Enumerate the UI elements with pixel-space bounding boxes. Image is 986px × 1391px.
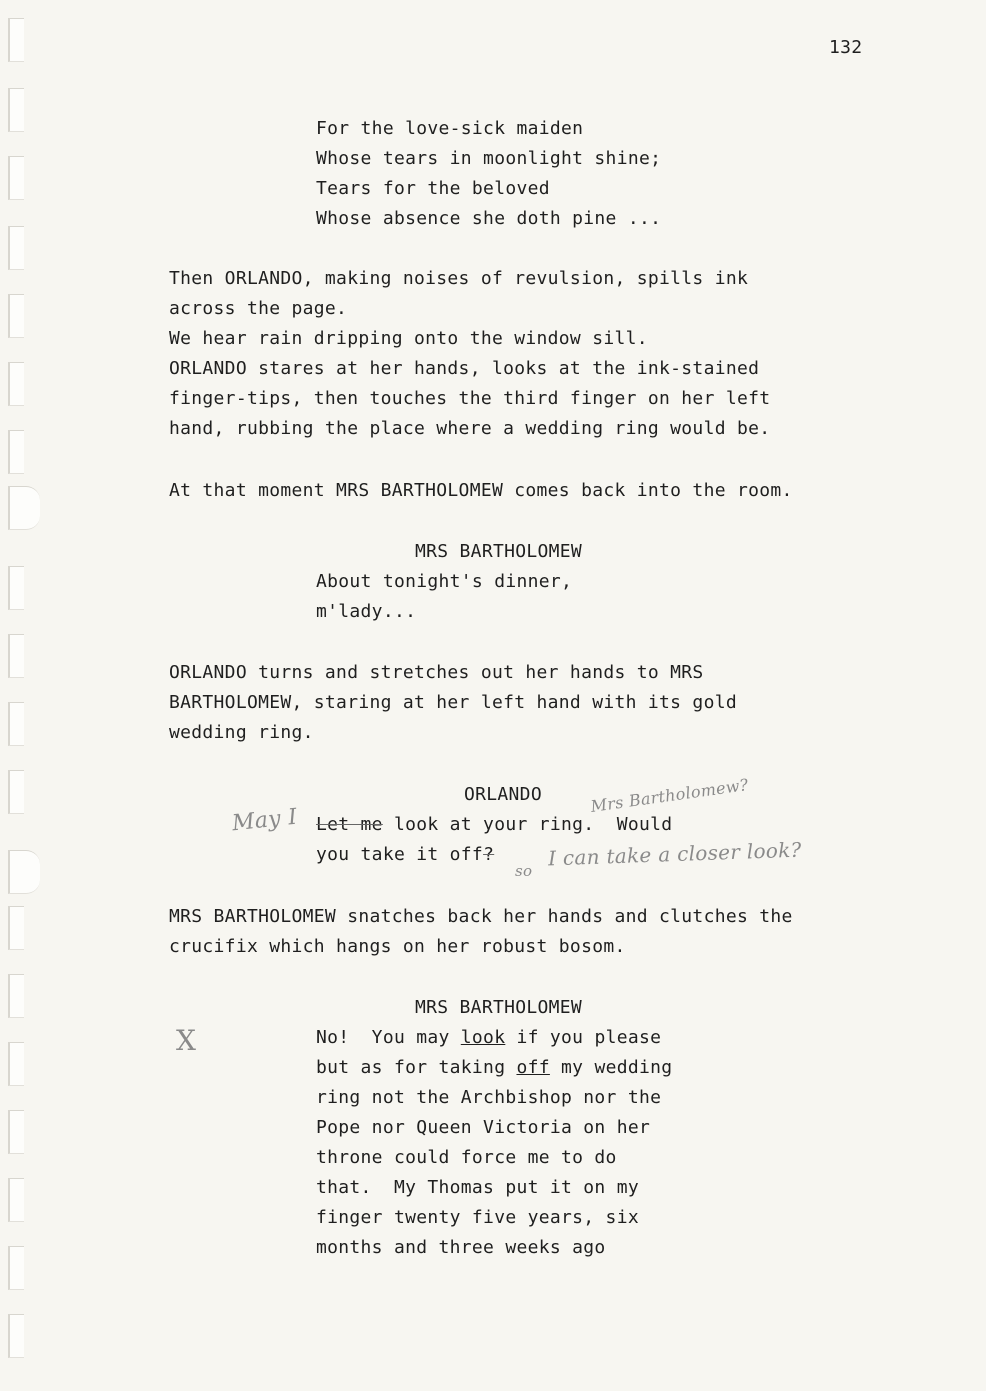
action-line: hand, rubbing the place where a wedding ring would be. <box>169 418 771 439</box>
punch-hole <box>8 974 24 1018</box>
dialogue-text: No! You may <box>316 1027 461 1048</box>
dialogue-line: throne could force me to do <box>316 1147 617 1168</box>
action-line: At that moment MRS BARTHOLOMEW comes back into the room. <box>169 480 793 501</box>
action-line: finger-tips, then touches the third finger on her left <box>169 388 771 409</box>
struck-text: ? <box>483 844 495 865</box>
handwritten-insert-may-i: May I <box>230 804 299 837</box>
punch-hole <box>8 226 24 270</box>
page-number: 132 <box>829 37 863 58</box>
punch-hole <box>8 18 24 62</box>
dialogue-line: months and three weeks ago <box>316 1237 606 1258</box>
punch-hole <box>8 362 24 406</box>
punch-hole <box>8 294 24 338</box>
dialogue-line: finger twenty five years, six <box>316 1207 639 1228</box>
action-line: ORLANDO turns and stretches out her hands to MRS <box>169 662 704 683</box>
handwritten-insert-so: so <box>515 862 533 880</box>
underlined-text: look <box>460 1027 506 1048</box>
character-cue: ORLANDO <box>464 784 542 805</box>
punch-hole <box>8 88 24 132</box>
verse-line: Whose tears in moonlight shine; <box>316 148 662 169</box>
dialogue-text: but as for taking <box>316 1057 517 1078</box>
dialogue-text: if you please <box>505 1027 662 1048</box>
struck-text: Let me <box>316 814 383 835</box>
verse-line: For the love-sick maiden <box>316 118 584 139</box>
dialogue-line <box>316 814 672 835</box>
action-line: ORLANDO stares at her hands, looks at the ink-stained <box>169 358 760 379</box>
punch-hole <box>8 1314 24 1358</box>
dialogue-line: About tonight's dinner, <box>316 571 573 592</box>
action-line: MRS BARTHOLOMEW snatches back her hands and clutches the <box>169 906 793 927</box>
handwritten-insert-mrs-bartholomew: Mrs Bartholomew? <box>589 775 750 816</box>
dialogue-text: my wedding <box>549 1057 673 1078</box>
punch-hole <box>8 1178 24 1222</box>
dialogue-line <box>316 844 494 865</box>
punch-hole <box>8 430 24 474</box>
dialogue-text: you take it off <box>316 844 484 865</box>
action-line: Then ORLANDO, making noises of revulsion, spills ink <box>169 268 749 289</box>
verse-line: Tears for the beloved <box>316 178 550 199</box>
dialogue-line: Pope nor Queen Victoria on her <box>316 1117 651 1138</box>
underlined-text: off <box>516 1057 550 1078</box>
action-line: wedding ring. <box>169 722 314 743</box>
punch-hole <box>8 1246 24 1290</box>
character-cue: MRS BARTHOLOMEW <box>415 997 583 1018</box>
punch-hole <box>8 486 40 530</box>
action-line: BARTHOLOMEW, staring at her left hand with its gold <box>169 692 737 713</box>
punch-hole <box>8 770 24 814</box>
handwritten-insert-closer-look: I can take a closer look? <box>547 837 802 871</box>
dialogue-text: look at your ring. Would <box>382 814 673 835</box>
punch-hole <box>8 1042 24 1086</box>
character-cue: MRS BARTHOLOMEW <box>415 541 583 562</box>
verse-line: Whose absence she doth pine ... <box>316 208 662 229</box>
dialogue-line <box>316 1027 661 1048</box>
dialogue-line <box>316 1057 672 1078</box>
punch-hole <box>8 702 24 746</box>
punch-hole <box>8 634 24 678</box>
dialogue-line: that. My Thomas put it on my <box>316 1177 639 1198</box>
punch-hole <box>8 906 24 950</box>
punch-hole <box>8 566 24 610</box>
dialogue-line: ring not the Archbishop nor the <box>316 1087 662 1108</box>
action-line: across the page. <box>169 298 348 319</box>
action-line: We hear rain dripping onto the window sill. <box>169 328 648 349</box>
punch-hole <box>8 1110 24 1154</box>
margin-x-mark: X <box>176 1024 197 1057</box>
punch-hole <box>8 850 40 894</box>
punch-hole <box>8 156 24 200</box>
action-line: crucifix which hangs on her robust bosom. <box>169 936 626 957</box>
dialogue-line: m'lady... <box>316 601 417 622</box>
binding-holes <box>0 0 40 1391</box>
